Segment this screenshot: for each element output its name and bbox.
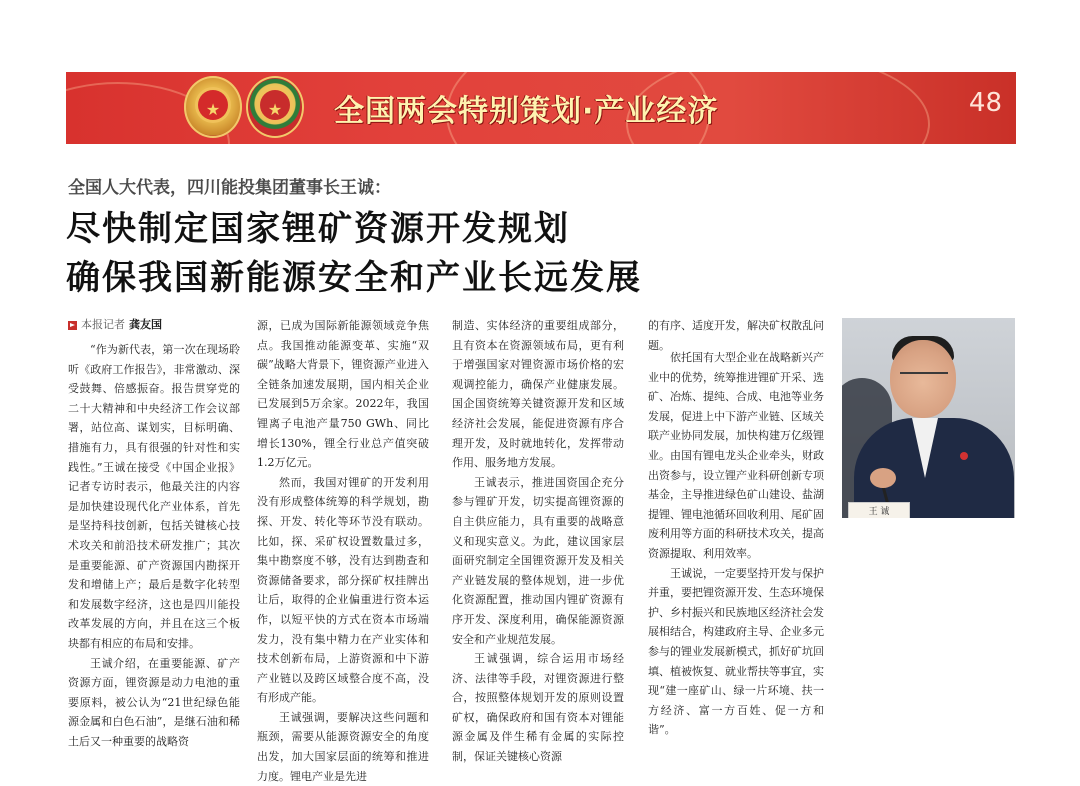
paragraph: 制造、实体经济的重要组成部分，且有资本在资源领域布局，更有利于增强国家对锂资源市场价格的宏观调控能力，确保产业健康发展。国企国资统筹关键资源开发和区域经济社会发展，能促进资源有序合理开发，及时就地转化，发挥带动作用、服务地方发展。	[452, 319, 624, 470]
paragraph: 的有序、适度开发，解决矿权散乱问题。	[648, 319, 824, 352]
page-number: 48	[968, 88, 1002, 118]
paragraph: 王诚强调，综合运用市场经济、法律等手段，对锂资源进行整合，按照整体规划开发的原则设置矿权，确保政府和国有资本对锂能源金属及伴生稀有金属的实际控制，保证关键核心资源	[452, 652, 624, 764]
portrait-photo	[842, 318, 1015, 518]
article-column-3	[452, 316, 624, 767]
headline-kicker: 全国人大代表，四川能投集团董事长王诚：	[68, 178, 391, 198]
lapel-badge-icon	[960, 452, 968, 460]
section-title: 全国两会特别策划·产业经济	[334, 94, 719, 129]
byline	[68, 316, 240, 334]
paragraph: 王诚强调，要解决这些问题和瓶颈，需要从能源资源安全的角度出发，加大国家层面的统筹和推进力度。锂电产业是先进	[257, 710, 429, 783]
paragraph: 王诚介绍，在重要能源、矿产资源方面，锂资源是动力电池的重要原料，被公认为“21世纪绿色能源金属和白色石油”，是继石油和稀土后又一种重要的战略资	[68, 656, 240, 748]
paragraph: 然而，我国对锂矿的开发利用没有形成整体统筹的科学规划，勘探、开发、转化等环节没有联动。比如，探、采矿权设置数量过多，集中勘察度不够，没有达到勘查和资源储备要求，部分探矿权挂牌出让后，取得的企业偏重进行资本运作，以短平快的方式在资本市场端发力，没有集中精力在产业实体和技术创新布局，上游资源和中下游产业链以及跨区域整合度不高，没有形成产能。	[257, 475, 429, 705]
article-column-4	[648, 348, 824, 740]
article-column-1	[68, 316, 240, 751]
national-emblem-icon: ★	[184, 76, 242, 138]
byline-arrow-icon	[68, 321, 77, 330]
paragraph: “作为新代表，第一次在现场聆听《政府工作报告》，非常激动、深受鼓舞、倍感振奋。报告贯穿党的二十大精神和中央经济工作会议部署，站位高、谋划实，目标明确、措施有力，具有很强的针对性和实践性。”王诚在接受《中国企业报》记者专访时表示，他最关注的内容是加快建设现代化产业体系，首先是坚持科技创新，包括关键核心技术攻关和前沿技术研发推广；其次是重要能源、矿产资源国内勘探开发和增储上产；最后是数字化转型和发展数字经济，这也是四川能投改革发展的方向，并且在这三个板块都有相应的布局和安排。	[68, 343, 240, 650]
paragraph: 源，已成为国际新能源领域竞争焦点。我国推动能源变革、实施“双碳”战略大背景下，锂资源产业进入全链条加速发展期，国内相关企业已发展到5万余家。2022年，我国锂离子电池产量750 GWh、同比增长130%，锂全行业总产值突破1.2万亿元。	[257, 319, 429, 470]
byline-name: 龚友国	[129, 318, 162, 332]
byline-role: 本报记者	[81, 318, 125, 332]
paragraph: 王诚表示，推进国资国企充分参与锂矿开发，切实提高锂资源的自主供应能力，具有重要的战略意义和现实意义。为此，建议国家层面研究制定全国锂资源开发及相关产业链发展的整体规划，进一步优化资源配置，推动国内锂矿资源有序开发、深度利用，确保能源资源安全和产业规范发展。	[452, 475, 624, 646]
headline-line-1: 尽快制定国家锂矿资源开发规划	[66, 209, 570, 249]
paragraph: 依托国有大型企业在战略新兴产业中的优势，统筹推进锂矿开采、选矿、冶炼、提纯、合成、电池等业务发展，促进上中下游产业链、区域关联产业协同发展，加快构建万亿级锂业。由国有锂电龙头企业牵头，财政出资参与，设立锂产业科研创新专项基金，主导推进绿色矿山建设、盐湖提锂、锂电池循环回收利用、尾矿固废利用等方面的科研技术攻关，提高资源提取、利用效率。	[648, 351, 824, 560]
article-column-2	[257, 316, 429, 786]
nameplate: 王 诚	[848, 502, 910, 518]
headline-line-2: 确保我国新能源安全和产业长远发展	[66, 258, 642, 298]
cppcc-emblem-icon: ★	[246, 76, 304, 138]
paragraph: 王诚说，一定要坚持开发与保护并重，要把锂资源开发、生态环境保护、乡村振兴和民族地区经济社会发展相结合，构建政府主导、企业多元参与的锂业发展新模式，抓好矿坑回填、植被恢复、就业帮扶等事宜，实现“建一座矿山、绿一片环境、扶一方经济、富一方百姓、促一方和谐”。	[648, 566, 824, 737]
section-banner	[66, 72, 1016, 144]
